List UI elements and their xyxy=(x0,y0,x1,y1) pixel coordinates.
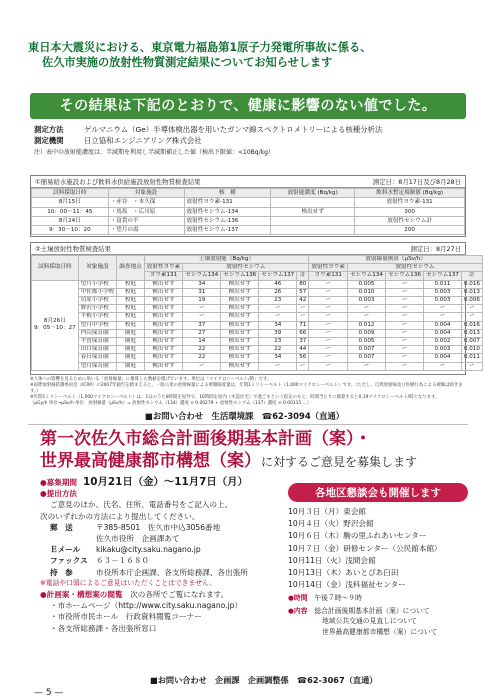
table-cell: ー xyxy=(461,313,482,321)
venue-item: 10月７日（金）研修センター（公民館本館） xyxy=(288,543,442,553)
table-cell: 検出せず xyxy=(221,354,259,362)
table-cell: 野沢小学校 xyxy=(78,305,117,313)
table-header: 放射性セシウム xyxy=(183,264,309,272)
table-cell: 0.013 xyxy=(461,329,482,337)
table-cell: 校庭 xyxy=(117,288,144,296)
fax-number: ６３－１６８０ xyxy=(96,556,150,566)
table-cell: 80 xyxy=(297,280,309,288)
table-cell: 39 xyxy=(259,329,297,337)
table-cell: 42 xyxy=(297,297,309,305)
method-value: ゲルマニウム（Ge）半導体検出器を用いたガンマ線スペクトロメトリーによる核種分析法 xyxy=(84,125,383,134)
method-text-2: 次のいずれかの方法により提出してください。 xyxy=(40,511,200,521)
table-cell: 44 xyxy=(297,346,309,354)
email-key: Ｅメール xyxy=(50,545,81,555)
venue-item: 10月11日（火）浅間会館 xyxy=(288,555,376,565)
table-cell: 望月小学校 xyxy=(78,280,117,288)
table-cell: 検出せず xyxy=(144,297,183,305)
soil-test-title: ②土壌放射性物質検査結果 xyxy=(35,245,112,253)
table-cell: ー xyxy=(423,305,461,313)
table-row xyxy=(32,216,465,225)
table-cell: 平賀保育園 xyxy=(78,338,117,346)
page-number: — 5 — xyxy=(34,688,64,698)
table-header: セシウム137 xyxy=(423,272,461,280)
meta-note: 注）表中の放射能濃度は、半減期を利用し半減期補正した値（検出下限値：<10Bq/kg） xyxy=(34,149,274,156)
announcement-heading xyxy=(28,40,468,70)
table-row xyxy=(32,329,483,337)
venue-item: 10月６日（木）駒の里ふれあいセンター xyxy=(288,531,427,541)
table-cell: 検出せず xyxy=(221,362,259,370)
table-cell: ー xyxy=(309,346,348,354)
table-cell: 検出せず xyxy=(221,280,259,288)
submission-info xyxy=(40,477,285,634)
table-cell: ー xyxy=(309,280,348,288)
content-item: 総合計画後期基本計画（案）について xyxy=(314,606,430,615)
table-cell: 37 xyxy=(183,321,221,329)
table-cell: 校庭 xyxy=(117,321,144,329)
table-row xyxy=(32,321,483,329)
table-cell: 8月15日 xyxy=(32,198,109,207)
table-cell: ー xyxy=(309,329,348,337)
table-cell: ー xyxy=(385,288,423,296)
table-cell: ー xyxy=(309,362,348,370)
table-cell: 校庭 xyxy=(117,313,144,321)
table-header: セシウム134 xyxy=(347,272,385,280)
footnote-line: ※国際放射線防護委員会（ICRP）の2007年勧告を踏まえると、一般公衆の放射線量による被曝限度量は、年間1ミリシーベルト（1,000マイクロシーベルト）です。（ただし、自然放射線及び医療行為による被曝は除きます。） xyxy=(30,383,463,394)
table-row xyxy=(32,305,483,313)
time-label: ●時間 xyxy=(288,594,308,603)
table-cell: ー xyxy=(297,305,309,313)
table-cell: 検出せず xyxy=(144,354,183,362)
table-cell: 10：00～11：45 xyxy=(32,207,109,216)
table-cell: 望月中学校 xyxy=(78,321,117,329)
table-row xyxy=(32,297,483,305)
table-cell: ー xyxy=(347,362,385,370)
sampling-datetime xyxy=(32,280,79,370)
table-cell: 0.016 xyxy=(461,280,482,288)
mail-address: 〒385-8501 佐久市中込3056番地 xyxy=(96,522,221,532)
table-cell: 内山保育園 xyxy=(78,329,117,337)
org-value: 日立協和エンジニアリング株式会社 xyxy=(84,136,202,145)
table-cell: ー xyxy=(385,354,423,362)
method-key: 測定方法 xyxy=(34,125,64,134)
table-cell: 検出せず xyxy=(221,346,259,354)
table-cell: 0.003 xyxy=(347,297,385,305)
announcement-line-2: 佐久市実施の放射性物質測定結果についてお知らせします xyxy=(42,56,333,69)
mail-recipient: 佐久市役所 企画課あて xyxy=(96,534,180,544)
phone-warning: ※電話や口頭によるご意見はいただくことはできません。 xyxy=(40,578,217,587)
table-cell: 校庭 xyxy=(117,280,144,288)
table-cell: 検出せず xyxy=(144,313,183,321)
table-header: ヨウ素131 xyxy=(309,272,348,280)
table-cell: 0.002 xyxy=(423,338,461,346)
table-cell: ー xyxy=(309,354,348,362)
table-cell: 14 xyxy=(183,338,221,346)
table-header: セシウム137 xyxy=(259,272,297,280)
table-cell: 34 xyxy=(183,280,221,288)
table-cell: 検出せず xyxy=(144,288,183,296)
table-cell: 放射性セシウム-136 xyxy=(184,216,271,225)
table-cell: ー xyxy=(259,362,297,370)
contact-planning: ■お問い合わせ 企画課 企画調整係 ☎62-3067（直通） xyxy=(150,675,378,685)
table-cell: 19 xyxy=(183,297,221,305)
table-cell: 放射性セシウム-137 xyxy=(184,226,271,235)
table-cell: 園庭 xyxy=(117,346,144,354)
table-cell: 検出せず xyxy=(221,313,259,321)
table-cell: 0.003 xyxy=(423,288,461,296)
table-cell: ー xyxy=(259,313,297,321)
water-test-table xyxy=(31,188,465,235)
plan-headline-line-1: 第一次佐久市総合計画後期基本計画（案）・ xyxy=(40,429,372,449)
sampling-time: 9：05～10：27 xyxy=(34,325,76,332)
table-cell: ー xyxy=(309,338,348,346)
table-cell: 0.003 xyxy=(423,346,461,354)
table-header: 土壌放射能（Bq/kg） xyxy=(144,256,309,264)
table-header: 放射性ヨウ素 xyxy=(144,264,183,272)
table-cell: 0.004 xyxy=(423,329,461,337)
table-row xyxy=(32,207,465,216)
email-link[interactable]: kikaku@city.saku.nagano.jp xyxy=(96,545,201,555)
fax-key: ファックス xyxy=(50,556,88,566)
table-cell: ー xyxy=(347,313,385,321)
view-branches: ・各支所総務課・各出張所窓口 xyxy=(50,623,157,633)
table-cell: ー xyxy=(309,321,348,329)
table-cell: ー xyxy=(385,313,423,321)
table-cell: 検出せず xyxy=(221,321,259,329)
table-cell: ー xyxy=(385,321,423,329)
water-test-title: ①簡易給水施設および飲料水供給施設放射性物質検査結果 xyxy=(35,178,201,186)
table-cell: 56 xyxy=(297,354,309,362)
venue-item: 10月３日（月）東会館 xyxy=(288,507,367,516)
table-cell: ー xyxy=(183,362,221,370)
water-test-section xyxy=(30,175,466,237)
venue-item: 10月13日（木）あいとぴあ臼田 xyxy=(288,568,399,578)
table-cell: ー xyxy=(423,362,461,370)
table-header: 放射線量換算（μSv/h） xyxy=(309,256,483,264)
table-header: 対象施設 xyxy=(108,189,184,198)
table-cell: 0.005 xyxy=(347,280,385,288)
table-cell: ー xyxy=(385,362,423,370)
table-cell: 9：30～10：20 xyxy=(32,226,109,235)
table-cell: 37 xyxy=(297,338,309,346)
table-cell: 園庭 xyxy=(117,354,144,362)
plan-headline-suffix: に対するご意見を募集します xyxy=(261,455,418,469)
table-row xyxy=(32,313,483,321)
soil-test-date: 測定日：8月27日 xyxy=(410,245,461,253)
table-cell: 放射性ヨウ素-131 xyxy=(355,198,465,207)
table-cell: 26 xyxy=(259,288,297,296)
soil-test-table xyxy=(31,255,483,371)
table-cell: 46 xyxy=(259,280,297,288)
table-cell: 検出せず xyxy=(144,280,183,288)
table-cell: 27 xyxy=(183,329,221,337)
table-row xyxy=(32,288,483,296)
table-cell: 200 xyxy=(355,226,465,235)
table-cell: 検出せず xyxy=(144,362,183,370)
table-cell: ー xyxy=(385,297,423,305)
view-label: ●計画案・構想案の閲覧 xyxy=(40,590,123,600)
table-cell: 検出せず xyxy=(221,338,259,346)
district-meetings xyxy=(288,483,468,637)
table-cell: 0.016 xyxy=(461,321,482,329)
table-cell: 園庭 xyxy=(117,338,144,346)
period-label: ●募集期間 xyxy=(40,478,78,487)
table-cell: 検出せず xyxy=(221,297,259,305)
table-cell: 0.013 xyxy=(461,288,482,296)
method-label: ●提出方法 xyxy=(40,489,78,499)
table-cell: ー xyxy=(461,305,482,313)
table-cell: ー xyxy=(423,313,461,321)
table-cell: 検出せず xyxy=(144,321,183,329)
table-header: 飲料水暫定規制値 (Bq/kg) xyxy=(355,189,465,198)
table-header: ヨウ素131 xyxy=(144,272,183,280)
table-cell: ー xyxy=(183,305,221,313)
table-cell: 0.011 xyxy=(461,354,482,362)
org-key: 測定機関 xyxy=(34,136,64,145)
view-website[interactable]: ・市ホームページ（http://www.city.saku.nagano.jp） xyxy=(50,601,243,611)
table-cell: 0.012 xyxy=(347,321,385,329)
table-header: セシウム136 xyxy=(221,272,259,280)
section-divider xyxy=(28,424,468,425)
table-cell: 園庭 xyxy=(117,362,144,370)
sampling-date: 8月26日 xyxy=(43,318,66,325)
soil-test-section xyxy=(30,242,480,375)
table-row xyxy=(32,198,465,207)
venue-item: 10月14日（金）浅科福祉センター xyxy=(288,580,406,590)
table-cell: 平根小学校 xyxy=(78,313,117,321)
table-cell: 田口保育園 xyxy=(78,346,117,354)
table-cell: 放射性セシウム-134 xyxy=(184,207,271,216)
table-cell: 望月保育園 xyxy=(78,362,117,370)
footnote-line: （μGy/h 単位→μSv/h 単位：放射線量（μSv/h）= 放射性セシウム（134）濃度 × 0.00279 + 放射性セシウム（137）濃度 × 0.00115 …） xyxy=(30,401,312,406)
table-cell: 検出せず xyxy=(221,288,259,296)
table-header: 計 xyxy=(297,272,309,280)
table-cell: 検出せず xyxy=(221,305,259,313)
table-cell: ー xyxy=(309,288,348,296)
table-cell: 57 xyxy=(297,288,309,296)
table-cell: 検出せず xyxy=(144,329,183,337)
period-value: 10月21日（金）～11月7日（月） xyxy=(83,476,248,488)
table-cell: 34 xyxy=(259,321,297,329)
table-cell: 0.003 xyxy=(423,297,461,305)
table-header: 放射能濃度 (Bq/kg) xyxy=(271,189,355,198)
content-label: ●内容 xyxy=(288,606,308,615)
footnote-line: ※年間1ミリシーベルト（1,000マイクロシーベルト）は、1日のうち8時間を屋外で、16時間を屋内（木造住宅）で過ごすという仮定のもと、時間当たりに換算すると0.19マイクロシーベルト/時となります。 xyxy=(30,395,440,400)
soil-footnote xyxy=(30,377,470,407)
announcement-line-1: 東日本大震災における、東京電力福島第1原子力発電所事故に係る、 xyxy=(28,41,372,54)
table-cell: 8月24日 xyxy=(32,216,109,225)
meetings-badge: 各地区懇談会も開催します xyxy=(288,483,468,502)
table-cell: ー xyxy=(385,329,423,337)
time-value: 午後７時～９時 xyxy=(314,594,362,603)
view-city-hall: ・市役所市民ホール 行政資料閲覧コーナー xyxy=(50,612,202,622)
table-cell: 31 xyxy=(183,288,221,296)
mail-key: 郵 送 xyxy=(50,522,73,532)
table-cell: 34 xyxy=(259,354,297,362)
table-cell: 0.010 xyxy=(461,346,482,354)
table-cell xyxy=(271,216,355,225)
table-cell: ー xyxy=(309,305,348,313)
table-cell: ー xyxy=(183,313,221,321)
result-banner: その結果は下記のとおりで、健康に影響のない値でした。 xyxy=(30,93,466,119)
table-cell: ー xyxy=(347,305,385,313)
table-cell: ー xyxy=(385,338,423,346)
contact-environment: ■お問い合わせ 生活環境課 ☎62-3094（直通） xyxy=(145,411,345,421)
table-row xyxy=(32,346,483,354)
table-cell: 検出せず xyxy=(221,329,259,337)
table-cell: 放射性ヨウ素-131 xyxy=(184,198,271,207)
venue-list xyxy=(288,506,468,591)
table-cell: ー xyxy=(259,305,297,313)
content-item: 世界最高健康都市構想（案）について xyxy=(322,627,438,636)
table-cell: 中佐都小学校 xyxy=(78,288,117,296)
table-cell: 22 xyxy=(183,354,221,362)
table-cell: ー xyxy=(385,305,423,313)
table-cell: 0.007 xyxy=(347,354,385,362)
table-cell: ー xyxy=(297,362,309,370)
table-header: 試料採取日時 xyxy=(32,189,109,198)
venue-item: 10月４日（火）野沢会館 xyxy=(288,519,374,529)
table-cell: 検出せず xyxy=(271,207,355,216)
table-cell: 0.006 xyxy=(461,297,482,305)
table-header: 調査地点 xyxy=(117,256,144,281)
table-cell: 71 xyxy=(297,321,309,329)
bring-key: 持 参 xyxy=(50,567,73,577)
content-item: 地域公共交通の見直しについて xyxy=(322,617,418,626)
table-header: 計 xyxy=(461,272,482,280)
water-test-date: 測定日：8月17日及び8月28日 xyxy=(372,178,461,186)
table-cell: 23 xyxy=(259,297,297,305)
table-header: セシウム134 xyxy=(183,272,221,280)
table-cell: ・望月の湯 xyxy=(108,226,184,235)
table-cell: 0.010 xyxy=(347,288,385,296)
table-header: 核 種 xyxy=(184,189,271,198)
method-text-1: ご意見のほか、氏名、住所、電話番号をご記入の上、 xyxy=(50,500,233,510)
plan-headline xyxy=(40,428,460,473)
table-row xyxy=(32,338,483,346)
table-cell: ・赤谷 ・本久保 xyxy=(108,198,184,207)
table-cell: ー xyxy=(309,313,348,321)
table-cell: 0.007 xyxy=(347,346,385,354)
table-header: 対象施設 xyxy=(78,256,117,281)
table-cell: ー xyxy=(385,280,423,288)
table-cell: 園庭 xyxy=(117,329,144,337)
table-cell: ・馬坂 ・広川原 xyxy=(108,207,184,216)
table-cell: 0.007 xyxy=(461,338,482,346)
table-cell: 検出せず xyxy=(144,338,183,346)
measurement-meta xyxy=(34,124,470,158)
table-row xyxy=(32,354,483,362)
table-cell: 0.011 xyxy=(423,280,461,288)
table-cell: 22 xyxy=(259,346,297,354)
bring-value: 市役所本庁企画課、各支所総務課、各出張所 xyxy=(96,567,248,577)
table-header: 放射性ヨウ素 xyxy=(309,264,348,272)
table-cell: ー xyxy=(461,362,482,370)
table-cell: 0.004 xyxy=(423,321,461,329)
table-cell: 23 xyxy=(259,338,297,346)
table-row xyxy=(32,362,483,370)
table-cell: ー xyxy=(309,297,348,305)
footnote-line: ※人体への影響を見るために用いる「放射線量」に換算した数値を掲げています。単位は「マイクロシーベルト/時」です。 xyxy=(30,377,272,382)
plan-headline-line-2: 世界最高健康都市構想（案） xyxy=(40,451,261,471)
table-cell: 春日保育園 xyxy=(78,354,117,362)
table-cell xyxy=(271,198,355,207)
table-cell: 切原小学校 xyxy=(78,297,117,305)
table-cell: 66 xyxy=(297,329,309,337)
table-cell: 0.005 xyxy=(347,338,385,346)
table-cell: 検出せず xyxy=(144,305,183,313)
table-cell: 校庭 xyxy=(117,297,144,305)
table-cell: 300 xyxy=(355,207,465,216)
table-cell: ・富貴の平 xyxy=(108,216,184,225)
view-text: 次の各所でご覧になれます。 xyxy=(130,590,229,600)
table-cell: ー xyxy=(297,313,309,321)
table-cell: 検出せず xyxy=(144,346,183,354)
table-header: 試料採取日時 xyxy=(32,256,79,281)
table-row xyxy=(32,226,465,235)
table-cell: ー xyxy=(385,346,423,354)
table-cell: 0.004 xyxy=(423,354,461,362)
table-cell: 校庭 xyxy=(117,305,144,313)
table-cell: 0.009 xyxy=(347,329,385,337)
table-cell: 放射性セシウム計 xyxy=(355,216,465,225)
table-cell xyxy=(271,226,355,235)
table-row xyxy=(32,280,483,288)
table-header: セシウム136 xyxy=(385,272,423,280)
table-header: 放射性セシウム xyxy=(347,264,482,272)
table-cell: 22 xyxy=(183,346,221,354)
